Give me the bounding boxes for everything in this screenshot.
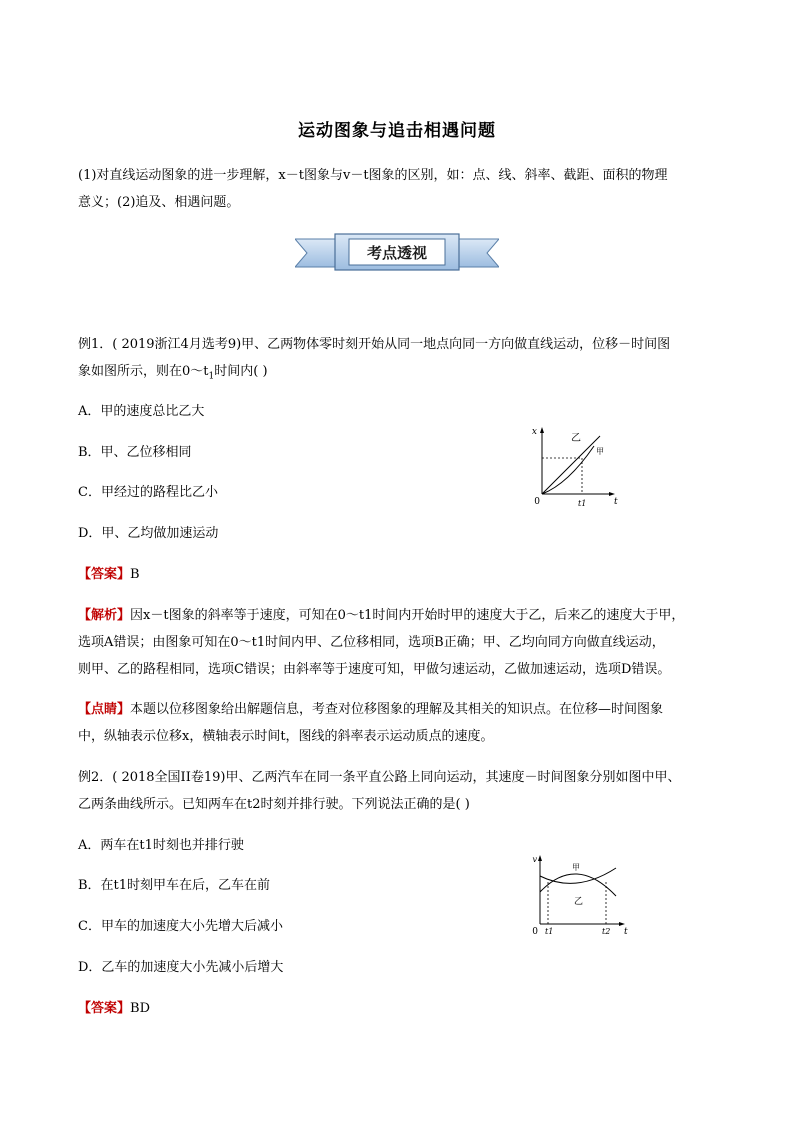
ex1-stem-line-2: 象如图所示，则在$0\sim t_1$时间内( ) (78, 364, 268, 382)
ex2-option-d: D．乙车的加速度大小先减小后增大 (78, 960, 284, 975)
ex2-answer: 【答案】BD (78, 1001, 150, 1016)
ex2-stem-line-2: 乙两条曲线所示。已知两车在t2时刻并排行驶。下列说法正确的是( ) (78, 797, 470, 812)
ex1-x-label: t (614, 497, 618, 507)
ex1-curve-jia: 甲 (596, 447, 604, 456)
ex2-stem-line-1: 例2．( 2018全国II卷19)甲、乙两汽车在同一条平直公路上同向运动，其速度－时间图象分别如图中甲、 (78, 770, 681, 785)
ex2-tick-t1: t1 (545, 927, 554, 936)
ex1-option-d: D．甲、乙均做加速运动 (78, 526, 219, 541)
intro-line-1: (1)对直线运动图象的进一步理解，x－t图象与v－t图象的区别，如：点、线、斜率、截距、面积的物理 (78, 168, 668, 183)
ex1-analysis-line-1: 【解析】因x－t图象的斜率等于速度，可知在0～t1时间内开始时甲的速度大于乙，后来乙的速度大于甲， (78, 608, 685, 623)
page-title: 运动图象与追击相遇问题 (298, 121, 496, 141)
ex1-stem-line-1: 例1．( 2019浙江4月选考9)甲、乙两物体零时刻开始从同一地点向同一方向做直线运动，位移－时间图 (78, 337, 671, 352)
ex1-comment-line-1: 【点睛】本题以位移图象给出解题信息，考查对位移图象的理解及其相关的知识点。在位移—时间图象 (78, 702, 664, 717)
ex2-origin: 0 (532, 927, 538, 936)
ex2-curve-yi: 乙 (574, 897, 584, 907)
ex2-option-c: C．甲车的加速度大小先增大后减小 (78, 919, 283, 934)
ex2-option-b: B．在t1时刻甲车在后，乙车在前 (78, 878, 271, 893)
ex2-tick-t2: t2 (602, 927, 611, 936)
ex2-option-a: A．两车在t1时刻也并排行驶 (78, 838, 244, 853)
ex1-option-a: A．甲的速度总比乙大 (78, 404, 205, 419)
ex1-origin: 0 (534, 497, 540, 507)
ex1-option-c: C．甲经过的路程比乙小 (78, 485, 218, 500)
ex2-x-label: t (624, 927, 628, 936)
ex1-xt-graph (528, 424, 620, 508)
ex2-vt-graph (528, 852, 632, 936)
ex2-y-label: v (532, 855, 537, 864)
ex1-analysis-line-3: 则甲、乙的路程相同，选项C错误；由斜率等于速度可知，甲做匀速运动，乙做加速运动，选项D错误。 (78, 662, 671, 677)
ex1-curve-yi: 乙 (571, 433, 581, 444)
banner-kaodiantoushi (295, 233, 499, 273)
ex1-tick-t1: t1 (578, 499, 587, 508)
ex1-analysis-line-2: 选项A错误；由图象可知在0～t1时间内甲、乙位移相同，选项B正确；甲、乙均向同方向做直线运动， (78, 635, 665, 650)
ex2-curve-jia: 甲 (572, 863, 580, 872)
ex1-y-label: x (531, 427, 537, 437)
ex1-comment-line-2: 中，纵轴表示位移x，横轴表示时间t，图线的斜率表示运动质点的速度。 (78, 729, 494, 744)
intro-line-2: 意义；(2)追及、相遇问题。 (78, 195, 240, 210)
banner-text: 考点透视 (366, 244, 428, 262)
ex1-answer: 【答案】B (78, 567, 140, 582)
ex1-option-b: B．甲、乙位移相同 (78, 445, 192, 460)
